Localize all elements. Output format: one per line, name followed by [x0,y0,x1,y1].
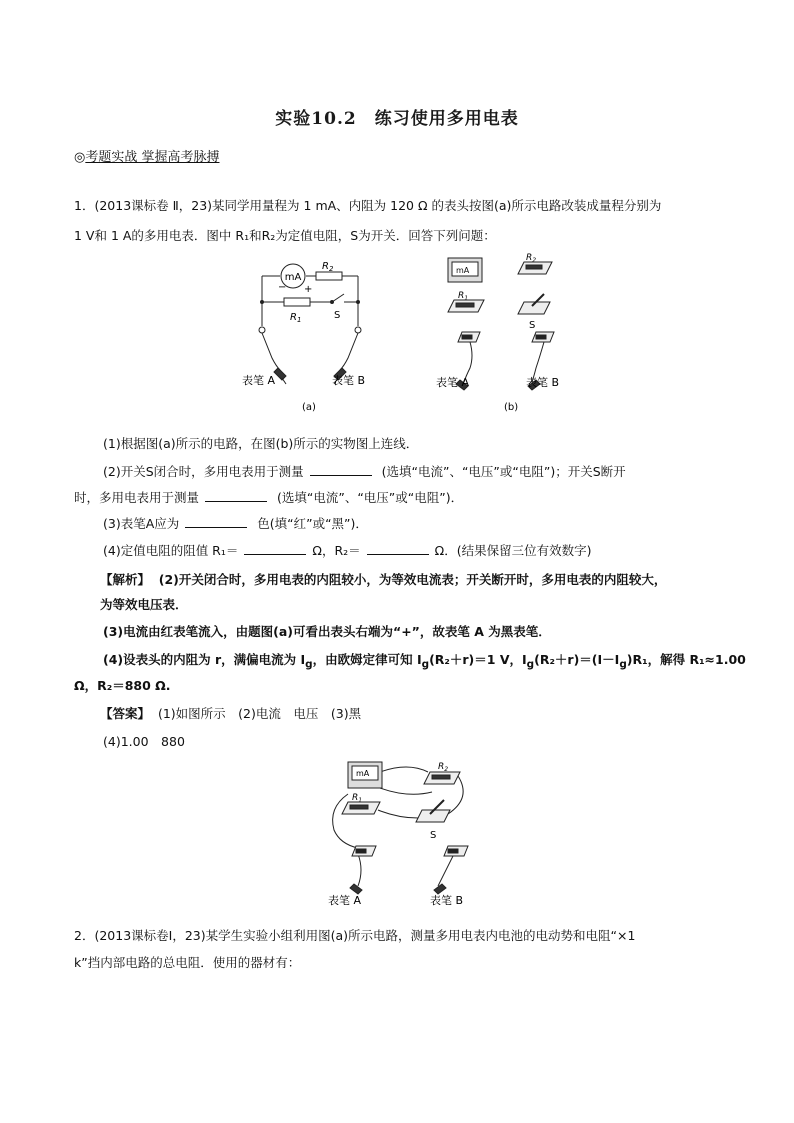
q1-sub2-line2: 时，多用电表用于测量 (选填“电流”、“电压”或“电阻”)． [74,490,464,505]
svg-text:S: S [529,320,536,331]
svg-text:+: + [304,284,313,295]
svg-text:R1: $R_1$ [290,312,302,324]
figure-answer-wiring [318,758,478,910]
svg-text:表笔 B: 表笔 B [526,376,560,389]
svg-text:S: S [334,310,341,321]
figure-a-circuit [240,258,380,418]
svg-text:表笔 A: 表笔 A [436,376,470,389]
q2-line1: 2．(2013课标卷Ⅰ，23)某学生实验小组利用图(a)所示电路，测量多用电表内电池的电动势和电阻“×1 [74,928,636,943]
pen-b-label: 表笔 B [332,374,366,387]
svg-text:R2: $R_2$ [438,762,449,773]
svg-text:表笔 B: 表笔 B [430,894,464,907]
answer-line2: (4)1.00 880 [103,734,185,749]
caption-b: (b) [504,402,519,413]
section-label: 考题实战 掌握高考脉搏 [85,150,220,165]
analysis-p3: (4)设表头的内阻为 r，满偏电流为 $I_g$，由欧姆定律可知 $I_g(R_2+r)=1$ V，$I_g(R_2+r)=(I-I_g)R_1$，解得 R₁≈1.00 [103,652,746,671]
analysis-p1: 【解析】 (2)开关闭合时，多用电表的内阻较小，为等效电流表；开关断开时，多用电表的内阻较大， [100,572,667,587]
analysis-p4: Ω，R₂＝880 Ω. [74,678,171,693]
svg-text:R2: $R_2$ [322,261,334,273]
svg-text:−: − [278,282,287,293]
analysis-p1b: 为等效电压表． [100,597,188,612]
page-title: 实验10.2 练习使用多用电表 [275,109,519,129]
probe-a-icon [274,368,286,380]
q1-sub3: (3)表笔A应为 色(填“红”或“黑”)． [103,516,368,531]
answer-blank[interactable] [310,463,372,476]
answer-blank[interactable] [244,542,306,555]
answer-line1: 【答案】 (1)如图所示 (2)电流 电压 (3)黑 [100,706,362,721]
q2-line2: k”挡内部电路的总电阻．使用的器材有： [74,955,301,970]
svg-text:mA: mA [284,272,302,283]
answer-blank[interactable] [205,489,267,502]
q1-line2: 1 V和 1 A的多用电表．图中 R₁和R₂为定值电阻，S为开关．回答下列问题： [74,228,496,243]
section-mark: ◎ [74,150,86,165]
answer-blank[interactable] [185,515,247,528]
q1-sub2-line1: (2)开关S闭合时，多用电表用于测量 (选填“电流”、“电压”或“电阻”)；开关S断开 [103,464,626,479]
svg-text:R1: $R_1$ [458,291,469,302]
svg-text:R2: $R_2$ [526,253,537,264]
caption-a: (a) [302,402,316,413]
q1-sub4: (4)定值电阻的阻值 R₁＝ Ω，R₂＝ Ω．(结果保留三位有效数字) [103,543,592,558]
analysis-p2: (3)电流由红表笔流入，由题图(a)可看出表头右端为“+”，故表笔 A 为黑表笔． [103,624,551,639]
svg-text:mA: mA [356,769,370,778]
r1-resistor [284,298,310,306]
pen-a-label: 表笔 A [242,374,276,387]
svg-text:表笔 A: 表笔 A [328,894,362,907]
q1-line1: 1．(2013课标卷 Ⅱ，23)某同学用量程为 1 mA、内阻为 120 Ω 的表头按图(a)所示电路改装成量程分别为 [74,198,662,213]
figure-b-components [430,252,590,418]
r2-resistor [316,272,342,280]
answer-blank[interactable] [367,542,429,555]
svg-text:S: S [430,830,437,841]
q1-sub1: (1)根据图(a)所示的电路，在图(b)所示的实物图上连线． [103,436,419,451]
svg-text:mA: mA [456,266,470,275]
svg-text:R1: $R_1$ [352,793,363,804]
section-heading [74,146,219,165]
